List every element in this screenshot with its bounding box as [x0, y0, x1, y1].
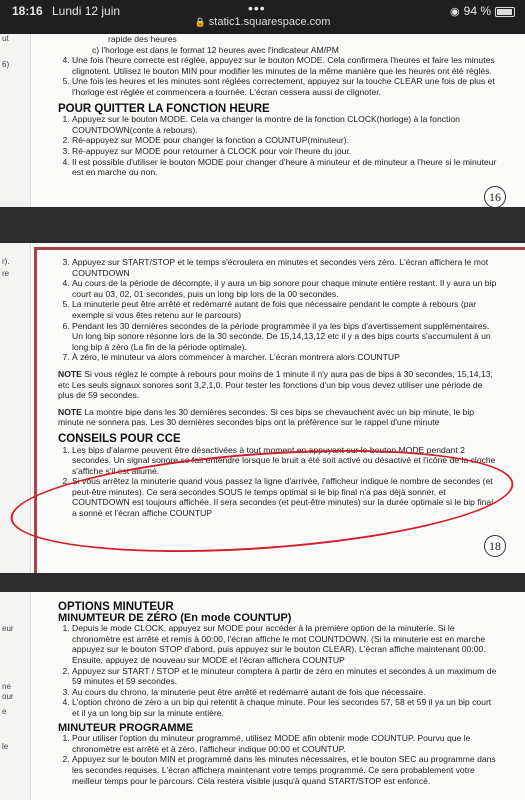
url-text: static1.squarespace.com — [208, 16, 331, 28]
list-item: 3. Ré-appuyez sur MODE pour retourner à CLOCK pour voir l'heure du jour. — [72, 146, 497, 157]
edge-mark: ut — [2, 34, 9, 43]
edge-mark: 6) — [2, 60, 10, 69]
status-time: 18:16 — [12, 4, 43, 18]
list-item: 1. Depuis le mode CLOCK, appuyez sur MODE pour accéder à la première option de la minuterie. Si le chronomètre est arrêté et remis à 00:00, l'écran affiche le mot COUNTDOWN. (Si la minuterie est en marche appuyez sur le bouton STOP d'abord, puis appuyez sur le bouton CLEAR). L'écran affiche maintenant 00:00. Ensuite, appuyez de nouveau sur MODE et l'écran affichera COUNTUP — [72, 623, 497, 665]
more-dots-icon[interactable]: ••• — [248, 0, 266, 16]
page-number: 18 — [484, 535, 506, 557]
list-item: 5. La minuterie peut être arrêté et redémarré autant de fois que nécessaire pendant le compte à rebours (par exemple si vous êtes retenu sur le parcours) — [72, 299, 497, 320]
list-item: 4. Une fois l'heure correcte est réglée, appuyez sur le bouton MODE. Cela confirmera l'heures et faire les minutes clignotent. Utilisez le bouton MIN pour modifier les minutes de la même manière que les heures ont été réglés. — [72, 55, 497, 76]
status-indicators — [450, 4, 515, 18]
edge-mark: re — [2, 269, 10, 278]
list-item: 2. Appuyez sur START / STOP et le minuteur comptera à partir de zéro en minutes et secondes à un maximum de 59 minutes et 59 secondes. — [72, 666, 497, 687]
battery-level: 94 % — [463, 4, 491, 18]
text-line: rapide des heures — [108, 34, 177, 44]
note-paragraph — [58, 407, 497, 428]
list-item: 7. À zéro, le minuteur va alors commencer à marcher. L'écran montrera alors COUNTUP — [72, 352, 497, 363]
list-item: 3. Au cours du chrono, la minuterie peut être arrêté et redémarré autant de fois que nécessaire. — [72, 687, 497, 698]
manual-page-16 — [0, 34, 525, 207]
section-heading: MINUMTEUR DE ZÉRO (En mode COUNTUP) — [58, 611, 292, 624]
lock-icon: 🔒 — [194, 17, 206, 27]
list-item: 4. Il est possible d'utiliser le bouton MODE pour changer d'heure à minuteur et de minuteur a l'heure si le minuteur est en marche ou non. — [72, 157, 497, 178]
section-heading: CONSEILS POUR CCE — [58, 432, 181, 445]
edge-mark: e — [2, 707, 7, 716]
note-text: La montre bipe dans les 30 dernières secondes. Si ces bips se chevauchent avec un bip minute, le bip minute ne sonnera pas. Les 30 dernières secondes bips ont la préférence sur le rappel d'une minute — [58, 406, 475, 428]
list-item: 3. Appuyez sur START/STOP et le temps s'écroulera en minutes et secondes vers zéro. L'écran affichera le mot COUNTDOWN — [72, 257, 497, 278]
page-16-content — [58, 34, 497, 178]
list-item: 4. L'option chrono de zéro a un bip qui retentit à chaque minute. Pour les secondes 57, 58 et 59 il ya un bip court et il ya un long bip sur la minute entière. — [72, 697, 497, 718]
note-text: Si vous réglez le compte à rebours pour moins de 1 minute il n'y aura pas de bips à 30 secondes, 15,14,13, etc Les seuls signaux sonores sont 3,2,1,0. Pour tester les fonctions d'un bip vous devez utiliser une période de plus de 59 secondes. — [58, 368, 493, 401]
url-bar[interactable] — [0, 16, 525, 28]
list-item: 5. Une fois les heures et les minutes sont réglées correctement, appuyez sur la touche CLEAR une fois de plus et l'horloge est réglée et commencera a tournée. L'écran cessera aussi de clignoter. — [72, 76, 497, 97]
previous-page-edge — [0, 34, 31, 207]
section-heading: MINUTEUR PROGRAMME — [58, 721, 194, 734]
status-date: Lundi 12 juin — [52, 4, 121, 18]
wifi-icon: ◉ — [450, 6, 460, 18]
page-border — [34, 247, 525, 250]
edge-mark: ne — [2, 682, 11, 691]
status-bar — [0, 0, 525, 34]
note-label: NOTE — [58, 368, 82, 379]
list-item: 1. Pour utiliser l'option du minuteur programmé, utilisez MODE afin obtenir mode COUNTUP. Pourvu que le chronomètre est arrêté et à zéro, l'afficheur indique 00:00 et COUNTUP. — [72, 733, 497, 754]
page-number: 16 — [484, 186, 506, 207]
note-paragraph — [58, 369, 497, 401]
list-item: 1. Appuyez sur le bouton MODE. Cela va changer la montre de la fonction CLOCK(horloge) à la fonction COUNTDOWN(conte à rebours). — [72, 114, 497, 135]
edge-mark: eur — [2, 624, 14, 633]
list-item: 2. Appuyez sur le bouton MIN et programmé dans les minutes nécessaires, et le bouton SEC au programme dans les secondes requises. L'écran affichera maintenant votre temps programmé. Ce sera probablement votre meilleur temps pour le parcours. Cela restera visible jusqu'à quand START/STOP est enfoncé. — [72, 754, 497, 786]
battery-icon — [495, 7, 515, 17]
page-next-content — [58, 602, 497, 786]
manual-page-next — [0, 592, 525, 800]
list-item: 2. Si vous arrêtez la minuterie quand vous passez la ligne d'arrivée, l'afficheur indique le nombre de secondes (et peut-être minutes). Ce sera secondes SOUS le temps optimal si le bip final n'a pas déjà sonner, et COUNTDOWN est toujours affichée. Il sera secondes (et peut-être minutes) sur la durée optimale si le bip final a sonné et l'écran affiche COUNTUP — [72, 476, 497, 518]
list-item: 1. Les bips d'alarme peuvent être désactivées à tout moment en appuyant sur le bouton MODE pendant 2 secondes. Un signal sonore se fait entendre lorsque le bruit a été soit activé ou désactivé et l'icône de la cloche s'affiche s'il est allumé. — [72, 445, 497, 477]
edge-mark: our — [2, 692, 14, 701]
note-label: NOTE — [58, 406, 82, 417]
list-item: 6. Pendant les 30 dernières secondes de la période programmée il ya les bips d'avertissement supplémentaires. Un long bip sonore résonne lors de la 30 seconde. De 15,14,13,12 etc il y a des bips courts s'accumulent à un long bip à zéro (La fin de la période optimale). — [72, 321, 497, 353]
text-line: c) l'horloge est dans le format 12 heures avec l'indicateur AM/PM — [92, 44, 339, 55]
edge-mark: r). — [2, 257, 10, 266]
list-item: 4. Au cours de la période de décompte, il y aura un bip sonore pour chaque minute entière restant. Il y aura un bip court au 03, 02, 01 secondes, puis un long bip lors de la 00 secondes. — [72, 278, 497, 299]
edge-mark: le — [2, 742, 9, 751]
list-item: 2. Ré-appuyez sur MODE pour changer la fonction a COUNTUP(minuteur). — [72, 135, 497, 146]
page-title: OPTIONS MINUTEUR — [58, 601, 174, 613]
section-heading: POUR QUITTER LA FONCTION HEURE — [58, 102, 270, 115]
previous-page-edge — [0, 592, 31, 800]
